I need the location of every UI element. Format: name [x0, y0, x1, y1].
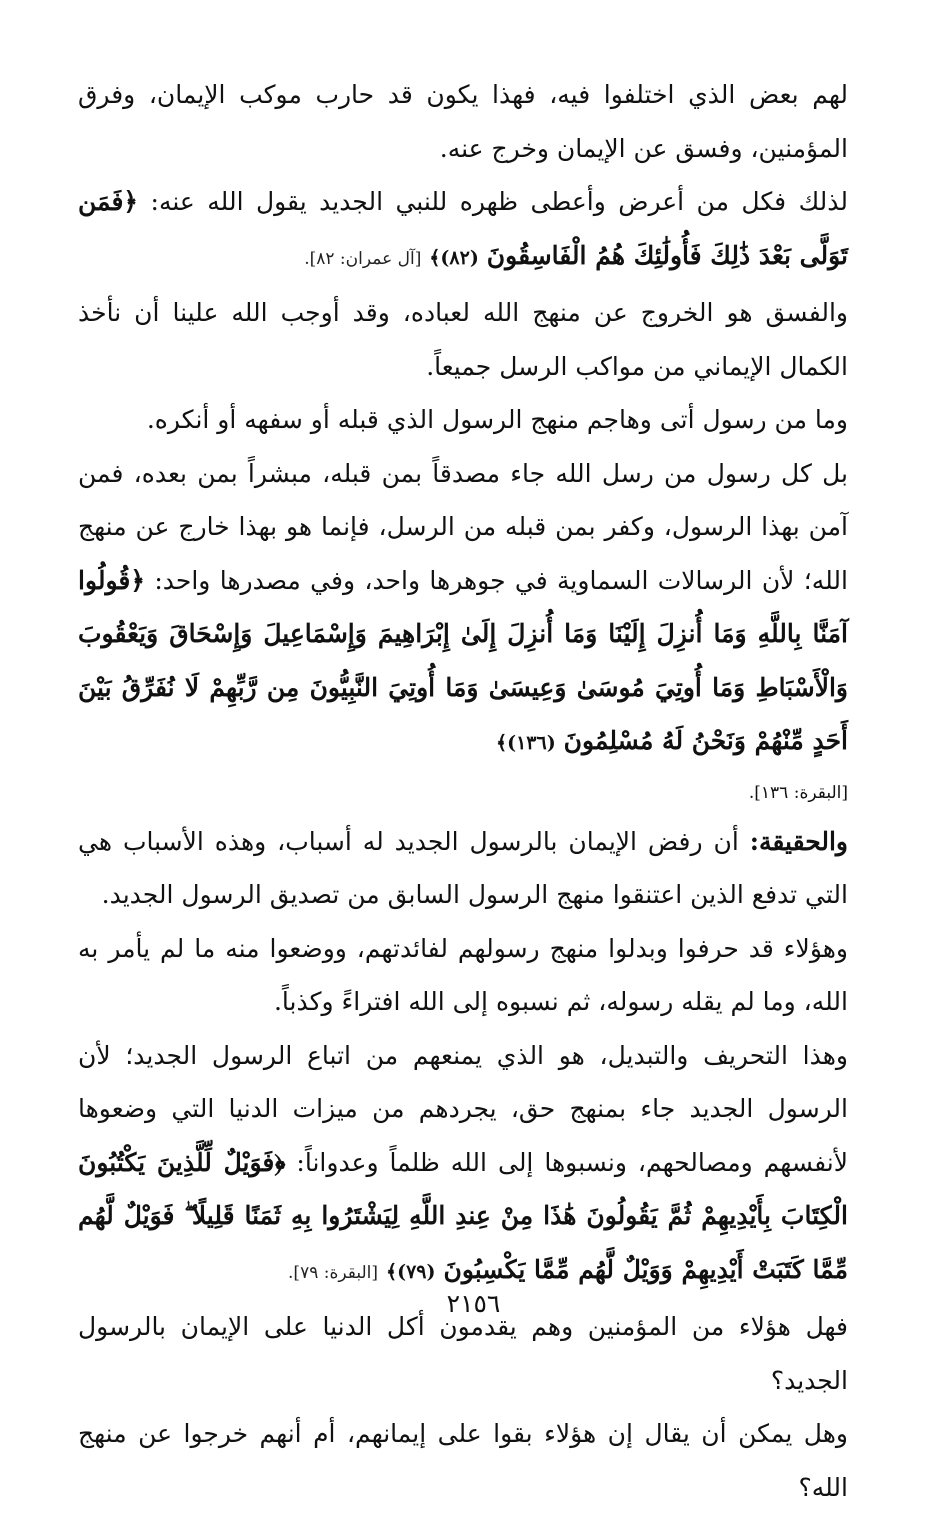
paragraph-5 — [78, 447, 848, 771]
ayah-number-82: (٨٢)﴾ — [429, 246, 479, 269]
paragraph-10: وهل يمكن أن يقال إن هؤلاء بقوا على إيمانهم، أم أنهم خرجوا عن منهج الله؟ — [78, 1419, 848, 1502]
paragraph-5-text: بل كل رسول من رسل الله جاء مصدقاً بمن قبله، مبشراً بمن بعده، فمن آمن بهذا الرسول، وكفر بمن قبله من الرسل، فإنما هو بهذا خارج عن منهج الله؛ لأن الرسالات السماوية في جوهرها واحد، وفي مصدرها واحد: — [78, 458, 848, 595]
paragraph-6 — [78, 815, 848, 922]
paragraph-2-text: لذلك فكل من أعرض وأعطى ظهره للنبي الجديد يقول الله عنه: — [150, 187, 848, 216]
verse-reference-2: [البقرة: ١٣٦]. — [748, 782, 848, 803]
paragraph-6-text: أن رفض الإيمان بالرسول الجديد له أسباب، وهذه الأسباب هي التي تدفع الذين اعتنقوا منهج الرسول السابق من تصديق الرسول الجديد. — [78, 826, 848, 909]
ayah-number-79: (٧٩)﴾ — [385, 1260, 436, 1283]
paragraph-8 — [78, 1029, 848, 1301]
quran-verse-3: ﴿فَوَيْلٌ لِّلَّذِينَ يَكْتُبُونَ الْكِتَابَ بِأَيْدِيهِمْ ثُمَّ يَقُولُونَ هَٰذَا مِنْ عِندِ اللَّهِ لِيَشْتَرُوا بِهِ ثَمَنًا قَلِيلًا ۖ فَوَيْلٌ لَّهُم مِّمَّا كَتَبَتْ أَيْدِيهِمْ وَوَيْلٌ لَّهُم مِّمَّا يَكْسِبُونَ — [78, 1147, 848, 1284]
quran-verse-1: ﴿فَمَن تَوَلَّى بَعْدَ ذَٰلِكَ فَأُولَٰئِكَ هُمُ الْفَاسِقُونَ — [78, 187, 848, 270]
ayah-number-136: (١٣٦)﴾ — [495, 732, 556, 754]
paragraph-7: وهؤلاء قد حرفوا وبدلوا منهج رسولهم لفائدتهم، ووضعوا منه ما لم يأمر به الله، وما لم يقله رسوله، ثم نسبوه إلى الله افتراءً وكذباً. — [78, 933, 848, 1016]
paragraph-3: والفسق هو الخروج عن منهج الله لعباده، وقد أوجب الله علينا أن نأخذ الكمال الإيماني من مواكب الرسل جميعاً. — [78, 298, 848, 381]
paragraph-1: لهم بعض الذي اختلفوا فيه، فهذا يكون قد حارب موكب الإيمان، وفرق المؤمنين، وفسق عن الإيمان وخرج عنه. — [78, 80, 848, 163]
paragraph-6-lead: والحقيقة: — [749, 826, 848, 856]
page-number: ٢١٥٦ — [446, 1289, 501, 1318]
paragraph-8-text: وهذا التحريف والتبديل، هو الذي يمنعهم من اتباع الرسول الجديد؛ لأن الرسول الجديد جاء بمنهج حق، يجردهم من ميزات الدنيا التي وضعوها لأنفسهم ومصالحهم، ونسبوها إلى الله ظلماً وعدواناً: — [78, 1040, 848, 1177]
paragraph-4: وما من رسول أتى وهاجم منهج الرسول الذي قبله أو سفهه أو أنكره. — [146, 405, 848, 434]
quran-verse-2: ﴿قُولُوا آمَنَّا بِاللَّهِ وَمَا أُنزِلَ إِلَيْنَا وَمَا أُنزِلَ إِلَىٰ إِبْرَاهِيمَ وَإِسْمَاعِيلَ وَإِسْحَاقَ وَيَعْقُوبَ وَالْأَسْبَاطِ وَمَا أُوتِيَ مُوسَىٰ وَعِيسَىٰ وَمَا أُوتِيَ النَّبِيُّونَ مِن رَّبِّهِمْ لَا نُفَرِّقُ بَيْنَ أَحَدٍ مِّنْهُمْ وَنَحْنُ لَهُ مُسْلِمُونَ — [78, 565, 848, 755]
verse-reference-3: [البقرة: ٧٩]. — [288, 1262, 379, 1283]
verse-reference-1: [آل عمران: ٨٢]. — [304, 248, 422, 269]
paragraph-9: فهل هؤلاء من المؤمنين وهم يقدمون أكل الدنيا على الإيمان بالرسول الجديد؟ — [78, 1312, 848, 1395]
paragraph-2 — [78, 175, 848, 286]
